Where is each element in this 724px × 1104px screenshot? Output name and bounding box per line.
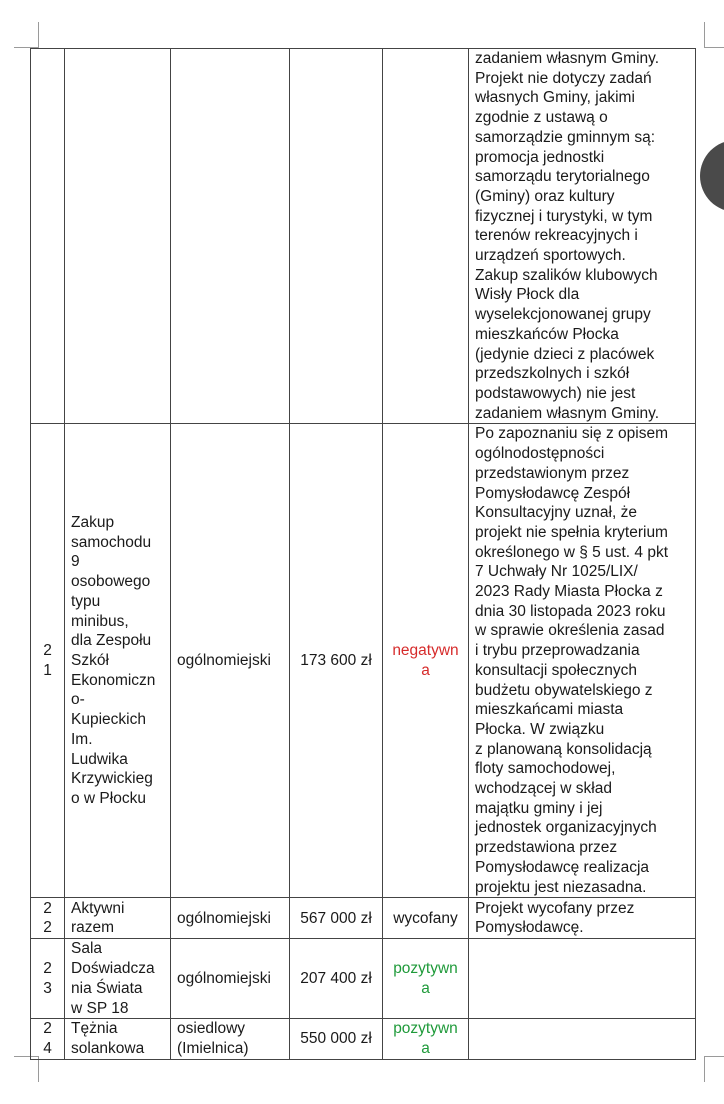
project-cost-cell: 207 400 zł bbox=[290, 939, 383, 1019]
project-number-digit: 4 bbox=[43, 1040, 52, 1058]
project-number-cell bbox=[31, 898, 65, 939]
project-area-cell: ogólnomiejski bbox=[171, 898, 290, 939]
project-name-cell: Zakup samochodu 9 osobowego typu minibus, dla Zespołu Szkół Ekonomiczn o- Kupieckich Im. Ludwika Krzywickieg o w Płocku bbox=[65, 424, 171, 898]
project-cost-cell bbox=[290, 49, 383, 424]
project-number-digit: 2 bbox=[43, 899, 52, 917]
project-justification-cell bbox=[469, 1019, 696, 1059]
project-number-digit: 2 bbox=[43, 642, 52, 660]
project-justification-cell bbox=[469, 939, 696, 1019]
projects-table bbox=[30, 48, 696, 1060]
project-number-cell bbox=[31, 424, 65, 898]
crop-mark-top-right-v bbox=[704, 22, 705, 48]
project-status-withdrawn: wycofany bbox=[383, 898, 469, 939]
project-number-cell bbox=[31, 939, 65, 1019]
project-name-cell bbox=[65, 49, 171, 424]
project-cost-cell: 567 000 zł bbox=[290, 898, 383, 939]
project-number-digit: 1 bbox=[43, 661, 52, 679]
table-row bbox=[31, 424, 696, 898]
project-cost-cell: 173 600 zł bbox=[290, 424, 383, 898]
project-number-digit: 3 bbox=[43, 979, 52, 997]
project-number-digit: 2 bbox=[43, 919, 52, 937]
project-status-positive: pozytywn a bbox=[383, 939, 469, 1019]
project-status-cell bbox=[383, 49, 469, 424]
project-justification-cell: Projekt wycofany przez Pomysłodawcę. bbox=[469, 898, 696, 939]
crop-mark-bottom-right-v bbox=[704, 1056, 705, 1082]
project-justification-cell: zadaniem własnym Gminy. Projekt nie dotyczy zadań własnych Gminy, jakimi zgodnie z ustawą o samorządzie gminnym są: promocja jednostki samorządu terytorialnego (Gminy) oraz kultury fizycznej i turystyki, w tym terenów rekreacyjnych i urządzeń sportowych. Zakup szalików klubowych Wisły Płock dla wyselekcjonowanej grupy mieszkańców Płocka (jedynie dzieci z placówek przedszkolnych i szkół podstawowych) nie jest zadaniem własnym Gminy. bbox=[469, 49, 696, 424]
project-area-cell: osiedlowy (Imielnica) bbox=[171, 1019, 290, 1059]
table-row bbox=[31, 1019, 696, 1059]
project-number-cell bbox=[31, 49, 65, 424]
project-name-cell: Aktywni razem bbox=[65, 898, 171, 939]
project-cost-cell: 550 000 zł bbox=[290, 1019, 383, 1059]
project-status-positive: pozytywn a bbox=[383, 1019, 469, 1059]
crop-mark-bottom-right-h bbox=[704, 1056, 724, 1057]
table-row bbox=[31, 49, 696, 424]
table-row bbox=[31, 939, 696, 1019]
project-number-digit: 2 bbox=[43, 960, 52, 978]
project-name-cell: Sala Doświadcza nia Świata w SP 18 bbox=[65, 939, 171, 1019]
project-area-cell: ogólnomiejski bbox=[171, 424, 290, 898]
crop-mark-top-right-h bbox=[704, 47, 724, 48]
project-status-negative: negatywn a bbox=[383, 424, 469, 898]
project-area-cell: ogólnomiejski bbox=[171, 939, 290, 1019]
project-name-cell: Tężnia solankowa bbox=[65, 1019, 171, 1059]
page-edge-tab bbox=[700, 140, 724, 212]
crop-mark-bottom-left-v bbox=[38, 1056, 39, 1082]
crop-mark-top-left-v bbox=[38, 22, 39, 48]
project-justification-cell: Po zapoznaniu się z opisem ogólnodostępności przedstawionym przez Pomysłodawcę Zespół Konsultacyjny uznał, że projekt nie spełnia kryterium określonego w § 5 ust. 4 pkt 7 Uchwały Nr 1025/LIX/ 2023 Rady Miasta Płocka z dnia 30 listopada 2023 roku w sprawie określenia zasad i trybu przeprowadzania konsultacji społecznych budżetu obywatelskiego z mieszkańcami miasta Płocka. W związku z planowaną konsolidacją floty samochodowej, wchodzącej w skład majątku gminy i jej jednostek organizacyjnych przedstawiona przez Pomysłodawcę realizacja projektu jest niezasadna. bbox=[469, 424, 696, 898]
table-row bbox=[31, 898, 696, 939]
project-number-digit: 2 bbox=[43, 1020, 52, 1038]
project-number-cell bbox=[31, 1019, 65, 1059]
project-area-cell bbox=[171, 49, 290, 424]
